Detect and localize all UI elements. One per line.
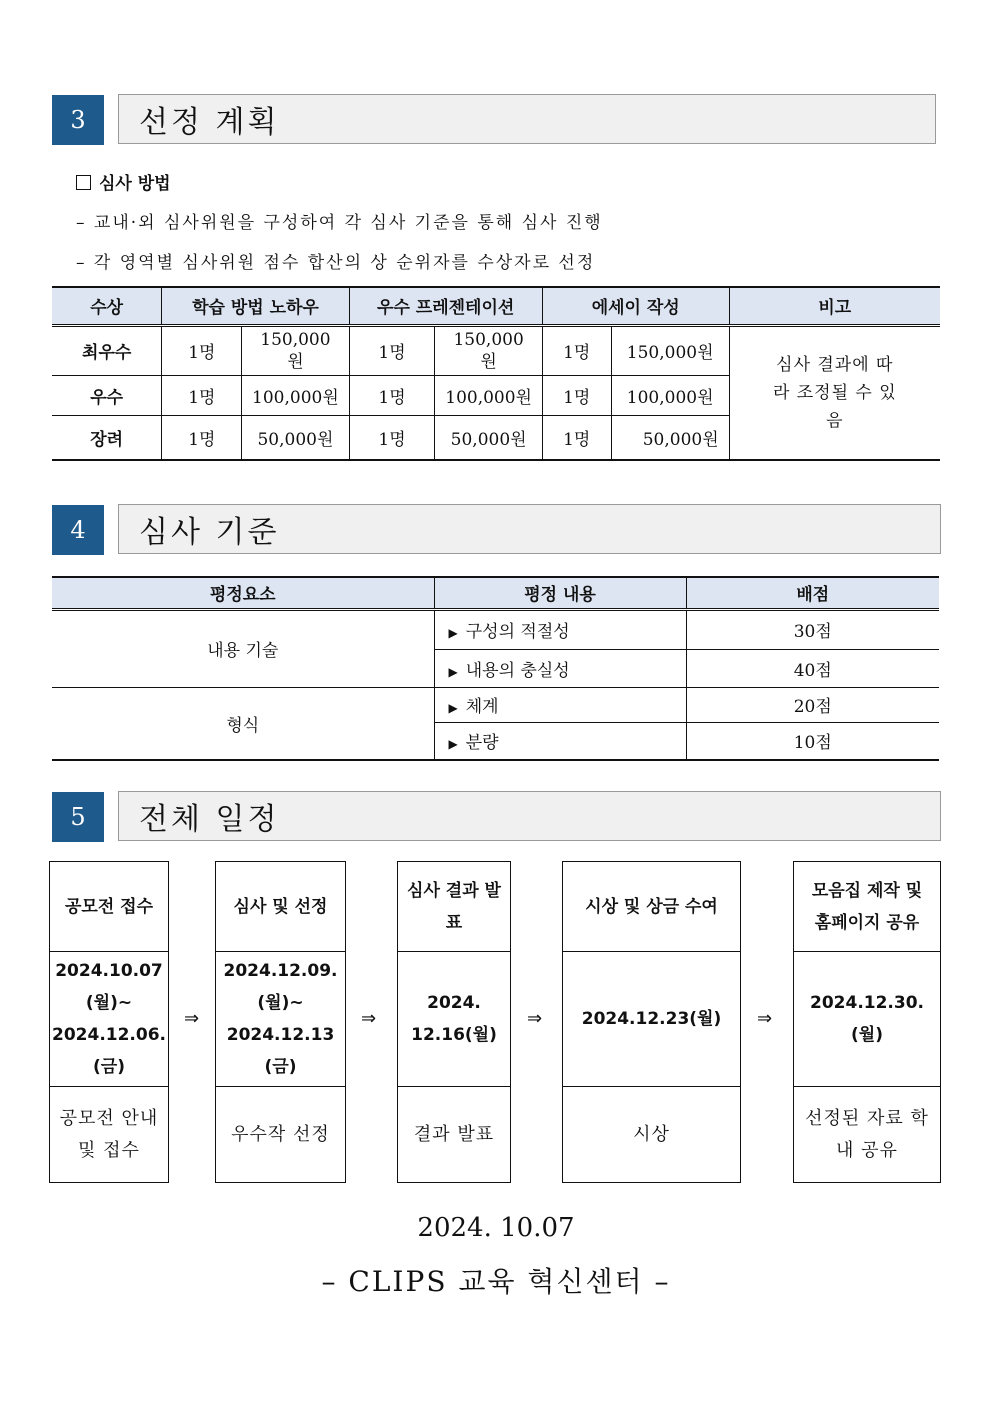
step-desc: 시상 bbox=[633, 1123, 670, 1145]
table-row bbox=[52, 609, 939, 649]
step-desc: 공모전 안내 및 접수 bbox=[59, 1107, 159, 1161]
content-cell: ▶ 구성의 적절성 bbox=[434, 609, 686, 649]
header-award: 수상 bbox=[52, 287, 162, 325]
arrow-icon: ⇒ bbox=[361, 1008, 377, 1029]
header-content: 평정 내용 bbox=[434, 577, 686, 609]
prize-cell: 150,000원 bbox=[242, 325, 349, 375]
section-5-title: 전체 일정 bbox=[118, 791, 941, 841]
schedule-step-5 bbox=[793, 861, 941, 1183]
section-4-title: 심사 기준 bbox=[118, 504, 941, 554]
header-element: 평정요소 bbox=[52, 577, 434, 609]
prize-cell: 100,000원 bbox=[611, 375, 729, 415]
method-line-2: – 각 영역별 심사위원 점수 합산의 상 순위자를 수상자로 선정 bbox=[76, 253, 596, 273]
step-title: 모음집 제작 및 홈페이지 공유 bbox=[811, 880, 923, 933]
award-table bbox=[52, 286, 940, 461]
score-cell: 30점 bbox=[686, 609, 939, 649]
award-name: 우수 bbox=[52, 375, 162, 415]
header-note: 비고 bbox=[729, 287, 940, 325]
content-cell: ▶ 체계 bbox=[434, 687, 686, 722]
content-cell: ▶ 내용의 충실성 bbox=[434, 649, 686, 687]
arrow-icon: ⇒ bbox=[757, 1008, 773, 1029]
header-score: 배점 bbox=[686, 577, 939, 609]
step-desc: 선정된 자료 학내 공유 bbox=[805, 1107, 929, 1161]
step-date: 2024.10.07 (월)~ 2024.12.06. (금) bbox=[50, 951, 168, 1087]
schedule-step-1 bbox=[49, 861, 169, 1183]
header-essay: 에세이 작성 bbox=[542, 287, 729, 325]
method-heading-text: 심사 방법 bbox=[99, 174, 171, 194]
arrow-icon: ⇒ bbox=[527, 1008, 543, 1029]
count-cell: 1명 bbox=[542, 375, 611, 415]
section-4-number: 4 bbox=[52, 505, 104, 555]
award-name: 장려 bbox=[52, 415, 162, 460]
prize-cell: 50,000원 bbox=[242, 415, 349, 460]
schedule-step-3 bbox=[397, 861, 511, 1183]
count-cell: 1명 bbox=[542, 415, 611, 460]
table-row bbox=[52, 325, 940, 375]
step-title: 시상 및 상금 수여 bbox=[585, 896, 718, 917]
footer-org: – CLIPS 교육 혁신센터 – bbox=[321, 1265, 671, 1298]
count-cell: 1명 bbox=[542, 325, 611, 375]
step-date: 2024. 12.16(월) bbox=[398, 951, 510, 1087]
triangle-bullet-icon: ▶ bbox=[448, 737, 458, 752]
score-cell: 20점 bbox=[686, 687, 939, 722]
score-cell: 40점 bbox=[686, 649, 939, 687]
prize-cell: 50,000원 bbox=[435, 415, 542, 460]
prize-cell: 100,000원 bbox=[435, 375, 542, 415]
count-cell: 1명 bbox=[162, 375, 242, 415]
triangle-bullet-icon: ▶ bbox=[448, 701, 458, 715]
header-presentation: 우수 프레젠테이션 bbox=[349, 287, 542, 325]
step-title: 공모전 접수 bbox=[64, 896, 154, 917]
prize-cell: 150,000원 bbox=[435, 325, 542, 375]
footer-date: 2024. 10.07 bbox=[417, 1213, 575, 1243]
criteria-table bbox=[52, 576, 939, 761]
score-cell: 10점 bbox=[686, 722, 939, 760]
count-cell: 1명 bbox=[162, 325, 242, 375]
step-title: 심사 및 선정 bbox=[233, 896, 328, 917]
section-3-title: 선정 계획 bbox=[118, 94, 936, 144]
step-date: 2024.12.30. (월) bbox=[794, 951, 940, 1087]
section-3-number: 3 bbox=[52, 95, 104, 145]
section-5-number: 5 bbox=[52, 792, 104, 842]
method-line-1: – 교내·외 심사위원을 구성하여 각 심사 기준을 통해 심사 진행 bbox=[76, 213, 603, 233]
method-heading bbox=[76, 169, 171, 194]
count-cell: 1명 bbox=[349, 375, 435, 415]
note-cell: 심사 결과에 따라 조정될 수 있음 bbox=[729, 325, 940, 460]
step-desc: 결과 발표 bbox=[413, 1123, 495, 1145]
schedule-step-2 bbox=[215, 861, 346, 1183]
count-cell: 1명 bbox=[349, 325, 435, 375]
prize-cell: 50,000원 bbox=[611, 415, 729, 460]
award-name: 최우수 bbox=[52, 325, 162, 375]
prize-cell: 100,000원 bbox=[242, 375, 349, 415]
count-cell: 1명 bbox=[349, 415, 435, 460]
triangle-bullet-icon: ▶ bbox=[448, 664, 458, 679]
step-title: 심사 결과 발표 bbox=[407, 880, 501, 933]
header-learning: 학습 방법 노하우 bbox=[162, 287, 349, 325]
content-cell: ▶ 분량 bbox=[434, 722, 686, 760]
arrow-icon: ⇒ bbox=[184, 1008, 200, 1029]
prize-cell: 150,000원 bbox=[611, 325, 729, 375]
triangle-bullet-icon: ▶ bbox=[448, 626, 458, 640]
step-desc: 우수작 선정 bbox=[231, 1123, 330, 1145]
schedule-step-4 bbox=[562, 861, 741, 1183]
step-date: 2024.12.23(월) bbox=[563, 951, 740, 1087]
table-row bbox=[52, 687, 939, 722]
element-cell: 내용 기술 bbox=[52, 609, 434, 687]
step-date: 2024.12.09. (월)~ 2024.12.13 (금) bbox=[216, 951, 345, 1087]
count-cell: 1명 bbox=[162, 415, 242, 460]
checkbox-icon bbox=[76, 175, 91, 190]
element-cell: 형식 bbox=[52, 687, 434, 760]
